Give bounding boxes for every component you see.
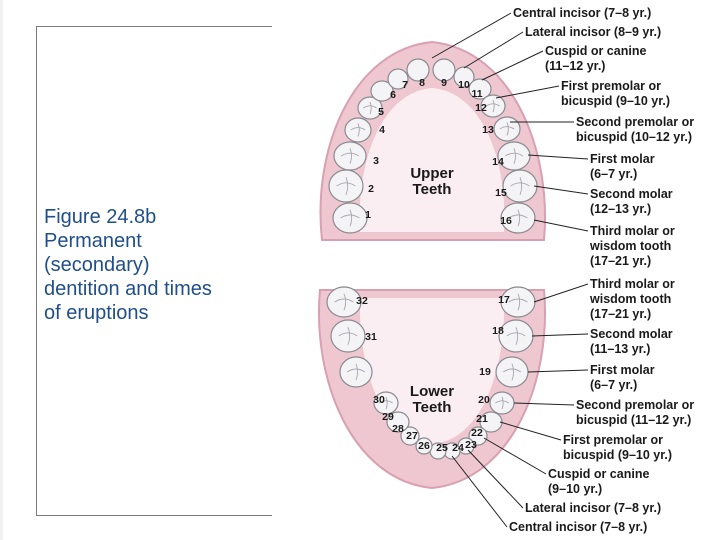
upper-tooth-number: 6 bbox=[390, 89, 396, 101]
lower-tooth-label: Central incisor (7–8 yr.) bbox=[509, 520, 648, 534]
upper-tooth-number: 16 bbox=[500, 215, 512, 227]
lower-tooth-number: 17 bbox=[498, 294, 510, 306]
lower-tooth-number: 26 bbox=[418, 440, 430, 452]
label-layer bbox=[509, 6, 694, 534]
lower-tooth-number: 28 bbox=[392, 423, 404, 435]
lower-teeth-title-1: Lower bbox=[409, 383, 455, 400]
upper-tooth-label: First premolar or bicuspid (9–10 yr.) bbox=[561, 79, 671, 108]
upper-tooth-number: 8 bbox=[419, 77, 425, 89]
upper-tooth-number: 9 bbox=[441, 77, 447, 89]
caption-line: Permanent bbox=[44, 230, 142, 252]
leader-line bbox=[482, 51, 543, 80]
upper-tooth-number: 1 bbox=[365, 209, 371, 221]
upper-tooth-label: First molar (6–7 yr.) bbox=[590, 152, 655, 181]
caption-line: dentition and times bbox=[44, 278, 212, 300]
lower-tooth-number: 29 bbox=[382, 411, 394, 423]
dentition-figure bbox=[272, 0, 720, 540]
upper-tooth-number: 11 bbox=[471, 88, 483, 100]
figure-caption bbox=[44, 205, 274, 325]
upper-tooth-number: 4 bbox=[379, 124, 385, 136]
caption-line: Figure 24.8b bbox=[44, 206, 157, 228]
upper-tooth-label: Lateral incisor (8–9 yr.) bbox=[525, 25, 662, 39]
lower-teeth-title-2: Teeth bbox=[412, 399, 452, 416]
caption-line: (secondary) bbox=[44, 254, 150, 276]
upper-tooth-number: 2 bbox=[368, 183, 374, 195]
lower-tooth bbox=[499, 320, 533, 352]
lower-tooth-label: Third molar or wisdom tooth (17–21 yr.) bbox=[590, 277, 675, 321]
lower-tooth bbox=[331, 320, 365, 352]
upper-tooth bbox=[407, 59, 429, 81]
upper-tooth-label: Second molar (12–13 yr.) bbox=[590, 187, 673, 216]
lower-tooth-label: Second premolar or bicuspid (11–12 yr.) bbox=[576, 398, 695, 427]
lower-tooth-number: 22 bbox=[471, 427, 483, 439]
lower-tooth-number: 24 bbox=[452, 442, 464, 454]
upper-tooth-number: 5 bbox=[378, 106, 384, 118]
lower-tooth bbox=[490, 392, 514, 414]
left-margin-strip bbox=[0, 0, 3, 540]
lower-tooth-label: Second molar (11–13 yr.) bbox=[590, 327, 673, 356]
upper-teeth-title-2: Teeth bbox=[412, 181, 452, 198]
lower-tooth-number: 21 bbox=[476, 413, 488, 425]
lower-tooth-label: First molar (6–7 yr.) bbox=[590, 363, 655, 392]
upper-tooth-number: 13 bbox=[482, 124, 494, 136]
lower-tooth-number: 20 bbox=[478, 394, 490, 406]
upper-tooth-label: Second premolar or bicuspid (10–12 yr.) bbox=[576, 115, 695, 144]
lower-tooth-number: 23 bbox=[465, 439, 477, 451]
upper-tooth bbox=[333, 203, 367, 233]
upper-tooth-number: 15 bbox=[495, 187, 507, 199]
upper-tooth-label: Third molar or wisdom tooth (17–21 yr.) bbox=[590, 224, 675, 268]
lower-tooth-number: 19 bbox=[479, 366, 491, 378]
upper-tooth bbox=[494, 117, 520, 141]
upper-tooth bbox=[329, 170, 363, 202]
lower-tooth-number: 27 bbox=[406, 430, 418, 442]
upper-tooth-label: Cuspid or canine (11–12 yr.) bbox=[545, 44, 647, 73]
leader-line bbox=[464, 32, 523, 68]
upper-tooth-number: 14 bbox=[492, 156, 504, 168]
lower-tooth-label: First premolar or bicuspid (9–10 yr.) bbox=[563, 433, 673, 462]
upper-tooth-number: 7 bbox=[402, 79, 408, 91]
upper-tooth-label: Central incisor (7–8 yr.) bbox=[513, 6, 652, 20]
lower-tooth-number: 30 bbox=[373, 394, 385, 406]
lower-tooth bbox=[496, 357, 528, 387]
leader-line bbox=[432, 13, 511, 58]
lower-tooth-number: 25 bbox=[436, 442, 448, 454]
lower-tooth-number: 31 bbox=[365, 331, 377, 343]
caption-line: of eruptions bbox=[44, 302, 149, 324]
upper-teeth-title-1: Upper bbox=[410, 165, 454, 182]
lower-tooth-label: Cuspid or canine (9–10 yr.) bbox=[548, 467, 650, 496]
lower-tooth-number: 18 bbox=[492, 325, 504, 337]
leader-line bbox=[468, 450, 523, 508]
upper-tooth bbox=[345, 118, 371, 142]
upper-tooth-number: 12 bbox=[475, 102, 487, 114]
upper-tooth bbox=[334, 142, 366, 170]
dental-arch-diagram bbox=[272, 0, 720, 540]
upper-tooth-number: 3 bbox=[373, 155, 379, 167]
lower-tooth bbox=[340, 357, 372, 387]
upper-tooth-number: 10 bbox=[458, 79, 470, 91]
lower-tooth-number: 32 bbox=[356, 295, 368, 307]
upper-tooth bbox=[503, 170, 537, 202]
lower-tooth-label: Lateral incisor (7–8 yr.) bbox=[525, 501, 662, 515]
